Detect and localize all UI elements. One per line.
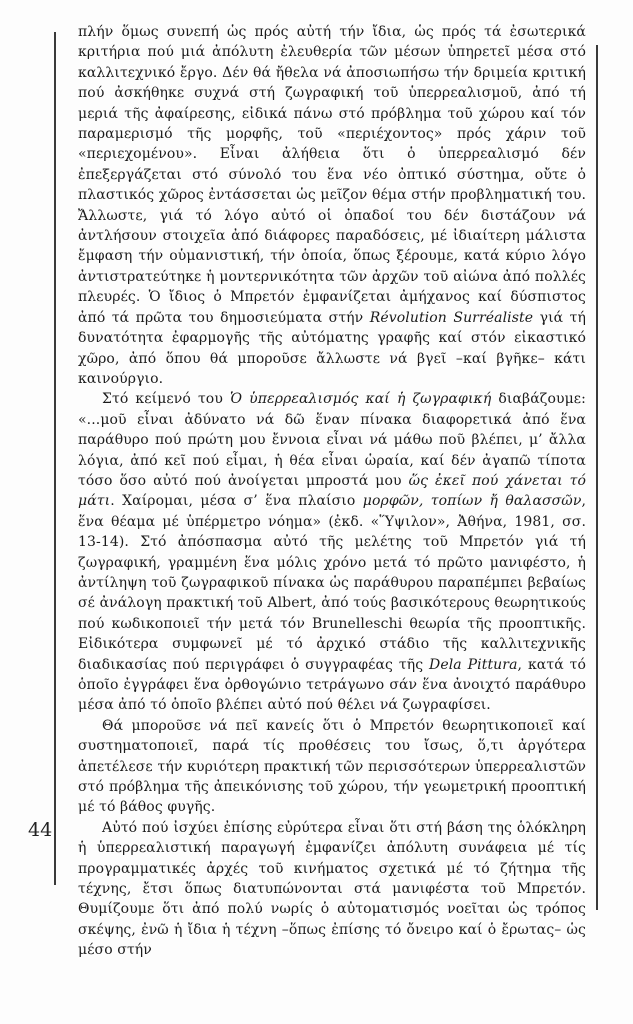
text-segment: πλήν ὅμως συνεπή ὡς πρός αὐτή τήν ἴδια, ὡς πρός τά ἐσωτερικά κριτήρια πού μιά ἀπόλυτη ἐλευθερία τῶν μέσων ὑπηρετεῖ μέσα στό καλλιτεχνικό ἔργο. Δέν θά ἤθελα νά ἀποσιωπήσω τήν δριμεία κριτική πού ἀσκήθηκε συχνά στή ζωγραφική τοῦ ὑπερρεαλισμοῦ, ἀπό τή μεριά τῆς ἀφαίρεσης, εἰδικά πάνω στό πρόβλημα τοῦ χώρου καί τόν παραμερισμό τῆς μορφῆς, τοῦ «περιέχοντος» πρός χάριν τοῦ «περιεχομένου». Εἶναι ἀλήθεια ὅτι ὁ ὑπερρεαλισμό δέν ἐπεξεργάζεται στό σύνολό του ἕνα νέο ὀπτικό σύστημα, οὔτε ὁ πλαστικός χῶρος ἐντάσσεται ὡς μεῖζον θέμα στήν προβληματική του. Ἄλλωστε, γιά τό λόγο αὐτό οἱ ὀπαδοί του δέν διστάζουν νά ἀντλήσουν στοιχεῖα ἀπό διάφορες παραδόσεις, μέ ἰδιαίτερη μάλιστα ἔμφαση τήν οὑμανιστική, τήν ὁποία, ὅπως ξέρουμε, κατά κύριο λόγο ἀντιστρατεύτηκε ἡ μοντερνικότητα τῶν ἀρχῶν τοῦ αἰώνα ἀπό πολλές πλευρές. Ὁ ἴδιος ὁ Μπρετόν ἐμφανίζεται ἀμήχανος καί δύσπιστος ἀπό τά πρῶτα του δημοσιεύματα στήν [78,24,586,326]
italic-text-segment: Ὁ ὑπερρεαλισμός καί ἡ ζωγραφική [230,391,492,408]
italic-text-segment: ὥς ἐκεῖ πού χάνεται τό μάτι [78,472,586,510]
right-margin-rule [596,45,598,910]
italic-text-segment: Dela Pittura [429,656,518,673]
left-margin-rule [54,32,56,885]
paragraph [78,389,586,716]
text-segment: Θά μποροῦσε νά πεῖ κανείς ὅτι ὁ Μπρετόν θεωρητικοποιεῖ καί συστηματοποιεῖ, παρά τίς προθέσεις του ἴσως, ὅ,τι ἀργότερα ἀπετέλεσε τήν κυριότερη πρακτική τῶν περισσότερων ὑπερρεαλιστῶν στό πρόβλημα τῆς ἀπεικόνισης τοῦ χώρου, τήν γεωμετρική προοπτική μέ τό βάθος φυγῆς. [78,717,586,816]
text-segment: διαβάζουμε: «...μοῦ εἶναι ἀδύνατο νά δῶ ἕναν πίνακα διαφορετικά ἀπό ἕνα παράθυρο πού πρώτη μου ἔννοια εἶναι νά μάθω ποῦ βλέπει, μ’ ἄλλα λόγια, ἀπό κεῖ πού εἶμαι, ἡ θέα εἶναι ὡραία, καί δέν ἀγαπῶ τίποτα τόσο ὅσο αὐτό πού ἀνοίγεται μπροστά μου [78,391,586,489]
text-segment: Στό κείμενό του [102,391,230,408]
italic-text-segment: μορφῶν, τοπίων ἤ θαλασσῶν [362,493,582,510]
text-segment: , κατά τό ὁποῖο ἐγγράφει ἕνα ὀρθογώνιο τετράγωνο σάν ἕνα ἀνοιχτό παράθυρο μέσα ἀπό τό ὁποῖο βλέπει αὐτό πού θέλει νά ζωγραφίσει. [78,656,586,714]
paragraph [78,818,586,961]
page-number: 44 [28,819,53,841]
paragraph [78,22,586,389]
text-block [78,22,586,961]
text-segment: , ἕνα θέαμα μέ ὑπέρμετρο νόημα» (ἐκδ. «Ὕψιλον», Ἀθήνα, 1981, σσ. 13-14). Στό ἀπόσπασμα αὐτό τῆς μελέτης τοῦ Μπρετόν γιά τή ζωγραφική, γραμμένη ἕνα μόλις χρόνο μετά τό πρῶτο μανιφέστο, ἡ ἀντίληψη τοῦ ζωγραφικοῦ πίνακα ὡς παράθυρου παραπέμπει βεβαίως σέ ἀνάλογη πρακτική τοῦ Albert, ἀπό τούς βασικότερους θεωρητικούς πού κωδικοποιεῖ τήν μετά τόν Brunelleschi θεωρία τῆς προοπτικῆς. Εἰδικότερα συμφωνεῖ μέ τό ἀρχικό στάδιο τῆς καλλιτεχνικῆς διαδικασίας πού περιγράφει ὁ συγγραφέας τῆς [78,493,586,673]
text-segment: . Χαίρομαι, μέσα σ’ ἕνα πλαίσιο [110,493,363,510]
text-segment: γιά τή δυνατότητα ἐφαρμογῆς τῆς αὐτόματης γραφῆς καί στόν εἰκαστικό χῶρο, ἀπό ὅπου θά μποροῦσε ἄλλωστε νά βγεῖ –καί βγῆκε– κάτι καινούργιο. [78,309,586,387]
italic-text-segment: Révolution Surréaliste [369,309,534,326]
paragraph [78,716,586,818]
text-segment: Αὐτό πού ἰσχύει ἐπίσης εὐρύτερα εἶναι ὅτι στή βάση της ὁλόκληρη ἡ ὑπερρεαλιστική παραγωγή ἐμφανίζει ἀπόλυτη συνάφεια μέ τίς προγραμματικές ἀρχές τοῦ κινήματος σχετικά μέ τό ζήτημα τῆς τέχνης, ἔτσι ὅπως διατυπώνονται στά μανιφέστα τοῦ Μπρετόν. Θυμίζουμε ὅτι ἀπό πολύ νωρίς ὁ αὐτοματισμός νοεῖται ὡς τρόπος σκέψης, ἐνῶ ἡ ἴδια ἡ τέχνη –ὅπως ἐπίσης τό ὄνειρο καί ὁ ἔρωτας– ὡς μέσο στήν [78,819,586,959]
